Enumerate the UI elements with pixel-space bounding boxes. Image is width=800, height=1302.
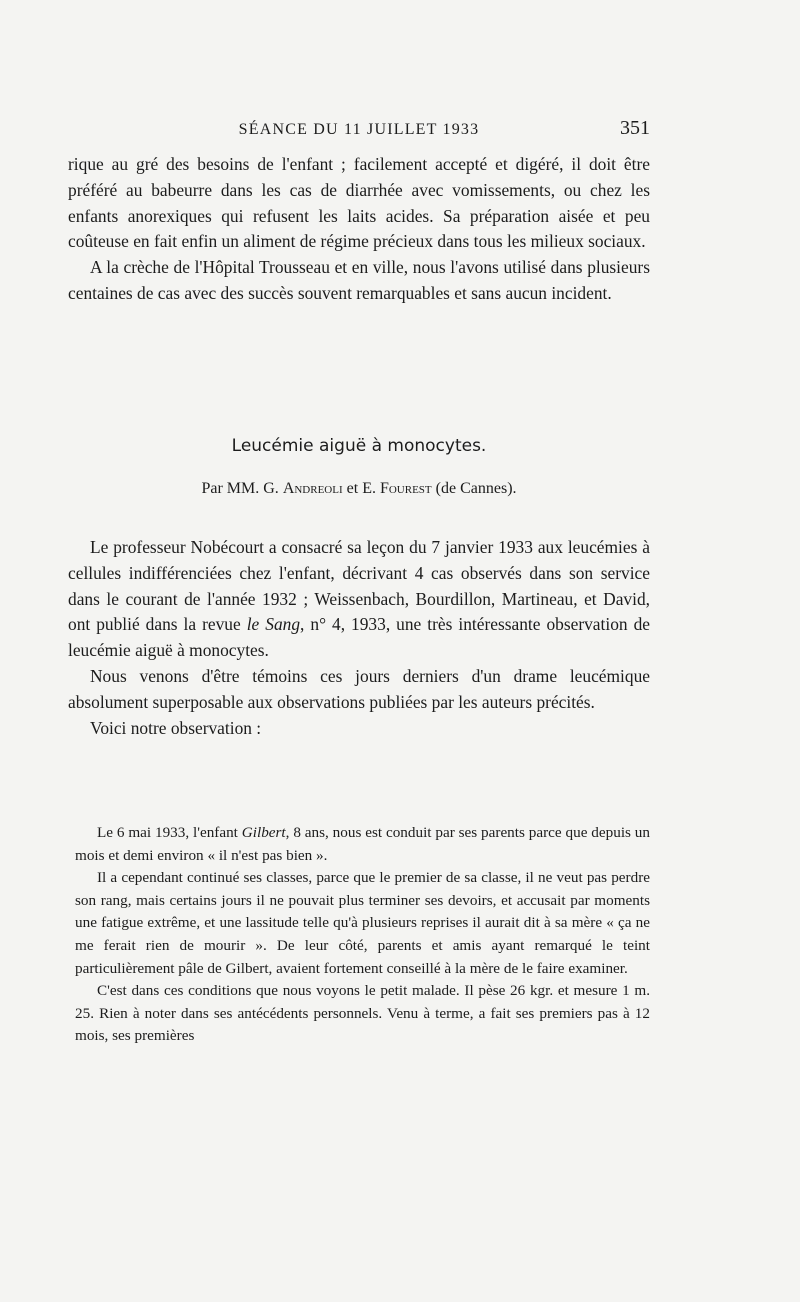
article-paragraph-2: Nous venons d'être témoins ces jours derniers d'un drame leucémique absolument superposable aux observations publiées par les auteurs précités. (68, 665, 650, 712)
observation-text (75, 822, 650, 1048)
article-p1-text-a: Le professeur Nobécourt a consacré sa leçon du 7 janvier 1933 aux leucémies à cellules indifférenciées chez l'enfant, décrivant 4 cas observés dans son service dans le courant de l'année 1932 ; Weissenbach, Bourdillon, Martineau, et David, ont publié dans la revue (68, 537, 650, 635)
byline-suffix: (de Cannes). (431, 480, 517, 497)
intro-paragraph-1: rique au gré des besoins de l'enfant ; facilement accepté et digéré, il doit être préféré au babeurre dans les cas de diarrhée avec vomissements, ou chez les enfants anorexiques qui refusent les laits acides. Sa préparation aisée et peu coûteuse en fait enfin un aliment de régime précieux dans tous les milieux sociaux. (68, 154, 650, 252)
observation-p1-text-b: , 8 ans, nous est conduit par ses parents parce que depuis un mois et demi environ « il n'est pas bien ». (75, 824, 650, 864)
journal-title: le Sang (246, 614, 301, 635)
byline-middle: et E. (342, 480, 380, 497)
article-text (68, 535, 650, 741)
article-paragraph-1 (68, 535, 650, 664)
running-head: SÉANCE DU 11 JUILLET 1933 (238, 121, 480, 138)
section-title: Leucémie aiguë à monocytes. (231, 436, 487, 456)
patient-name: Gilbert (241, 824, 286, 841)
observation-paragraph-2: Il a cependant continué ses classes, parce que le premier de sa classe, il ne veut pas perdre son rang, mais certains jours il ne pouvait plus terminer ses devoirs, et accusait par moments une fatigue extrême, et une lassitude telle qu'à plusieurs reprises il aurait dit à sa mère « ça ne me ferait rien de mourir ». De leur côté, parents et amis ayant remarqué le teint particulièrement pâle de Gilbert, avaient fortement conseillé à la mère de le faire examiner. (75, 869, 650, 977)
byline-prefix: Par MM. G. (201, 480, 283, 497)
observation-paragraph-1 (75, 822, 650, 867)
observation-paragraph-3: C'est dans ces conditions que nous voyons le petit malade. Il pèse 26 kgr. et mesure 1 m. 25. Rien à noter dans ses antécédents personnels. Venu à terme, a fait ses premiers pas à 12 mois, ses premières (75, 982, 650, 1045)
page-number: 351 (620, 117, 650, 139)
article-paragraph-3: Voici notre observation : (90, 717, 262, 738)
page-header (68, 117, 650, 147)
intro-paragraph-2: A la crèche de l'Hôpital Trousseau et en ville, nous l'avons utilisé dans plusieurs centaines de cas avec des succès souvent remarquables et sans aucun incident. (68, 257, 650, 303)
intro-text (68, 152, 650, 307)
article-p1-text-b: , n° 4, 1933, une très intéressante observation de leucémie aiguë à monocytes. (68, 614, 650, 661)
byline (68, 480, 650, 498)
observation-p1-text-a: Le 6 mai 1933, l'enfant (97, 824, 242, 841)
author-andreoli: Andreoli (282, 480, 343, 497)
author-fourest: Fourest (379, 480, 432, 497)
